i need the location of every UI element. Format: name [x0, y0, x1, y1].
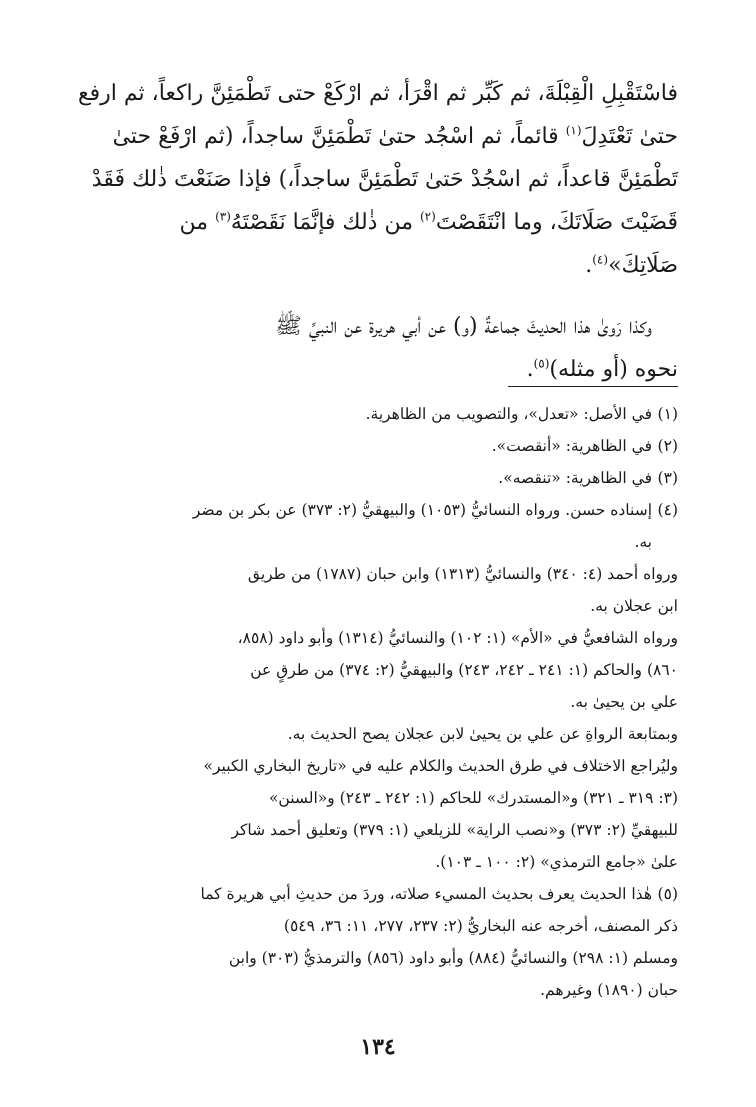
footnote-line: وليُراجع الاختلاف في طرق الحديث والكلام عليه في «تاريخ البخاري الكبير» [203, 757, 678, 775]
footnote-line: به. [634, 533, 652, 551]
footnote-line: (٢)في الظاهرية: «أنقصت». [78, 430, 678, 462]
main-line: وكذا رَوىٰ هذا الحديثَ جماعةٌ (و) عن أبي هريرة عن النبيِّ ﷺ [275, 314, 652, 339]
main-line: نحوه (أو مثله)$^{(٥)}$. [526, 356, 678, 382]
footnote-separator [508, 386, 678, 387]
footnote-line: حبان (١٨٩٠) وغيرهم. [540, 981, 678, 999]
footnote-line: (١)في الأصل: «تعدل»، والتصويب من الظاهرية. [78, 398, 678, 430]
footnote-ref[interactable]: (٥) [533, 356, 550, 371]
footnote-number: (٤) [657, 501, 678, 519]
footnote-line: ورواه الشافعيُّ في «الأم» (١: ١٠٢) والنسائيُّ (١٣١٤) وأبو داود (٨٥٨، [237, 629, 678, 647]
main-line: صَلَاتِكَ»$^{(٤)}$. [585, 252, 678, 278]
footnotes [78, 398, 678, 1006]
footnote-line: ذكر المصنف، أخرجه عنه البخاريُّ (٢: ٢٣٧، ٢٧٧، ١١: ٣٦، ٥٤٩) [283, 917, 678, 935]
footnote-ref[interactable]: (٣) [215, 209, 231, 224]
footnote-line: (٥)هٰذا الحديث يعرف بحديث المسيء صلاته، وردَ من حديثِ أبي هريرة كما [78, 878, 678, 910]
footnote-line: علىٰ «جامع الترمذي» (٢: ١٠٠ ـ ١٠٣). [435, 853, 678, 871]
main-line: تَطْمَئِنَّ قاعداً، ثم اسْجُدْ حَتىٰ تَطْمَئِنَّ ساجداً،) فإذا صَنَعْتَ ذٰلك فَقَدْ [91, 167, 678, 192]
footnote-line: وبمتابعة الرواةِ عن علي بن يحيىٰ لابن عجلان يصح الحديث به. [287, 725, 678, 743]
main-text [78, 72, 678, 391]
main-line: فاسْتَقْبِلِ الْقِبْلَةَ، ثم كَبِّر ثم اقْرَأ، ثم ارْكَعْ حتى تَطْمَئِنَّ راكعاً، ثم ارفع [77, 81, 678, 106]
footnote-line: للبيهقيِّ (٢: ٣٧٣) و«نصب الراية» للزيلعي (١: ٣٧٩) وتعليق أحمد شاكر [231, 821, 678, 839]
footnote-ref[interactable]: (١) [565, 123, 582, 138]
footnote-number: (٣) [657, 469, 678, 487]
footnote-ref[interactable]: (٢) [419, 209, 436, 224]
footnote-line: (٤)إسناده حسن. ورواه النسائيُّ (١٠٥٣) والبيهقيُّ (٢: ٣٧٣) عن بكر بن مضر [78, 494, 678, 526]
footnote-line: (٣)في الظاهرية: «تنقصه». [78, 462, 678, 494]
footnote-line: ومسلم (١: ٢٩٨) والنسائيُّ (٨٨٤) وأبو داود (٨٥٦) والترمذيُّ (٣٠٣) وابن [228, 949, 678, 967]
footnote-line: (٣: ٣١٩ ـ ٣٢١) و«المستدرك» للحاكم (١: ٢٤٢ ـ ٢٤٣) و«السنن» [268, 789, 678, 807]
footnote-line: ابن عجلان به. [590, 597, 678, 615]
footnote-line: ٨٦٠) والحاكم (١: ٢٤١ ـ ٢٤٢، ٢٤٣) والبيهقيُّ (٢: ٣٧٤) من طرقٍ عن [250, 661, 678, 679]
footnote-line: ورواه أحمد (٤: ٣٤٠) والنسائيُّ (١٣١٣) وابن حبان (١٧٨٧) من طريق [247, 565, 678, 583]
footnote-ref[interactable]: (٤) [592, 252, 609, 267]
main-line: حتىٰ تَعْتَدِلَ$^{(١)}$ قائماً، ثم اسْجُد حتىٰ تَطْمَئِنَّ ساجداً، (ثم ارْفَعْ حتىٰ [112, 123, 678, 149]
main-line: قَضَيْتَ صَلَاتَكَ، وما انْتَقَصْتَ$^{(٢)}$ من ذٰلك فإنَّمَا نَقَصْتَهُ$^{(٣)}$ من [179, 209, 678, 235]
footnote-number: (٥) [657, 885, 678, 903]
footnote-number: (٢) [657, 437, 678, 455]
page-number: ١٣٤ [360, 1034, 396, 1060]
footnote-number: (١) [657, 405, 678, 423]
book-page [78, 72, 678, 1072]
footnote-line: علي بن يحيىٰ به. [570, 693, 678, 711]
